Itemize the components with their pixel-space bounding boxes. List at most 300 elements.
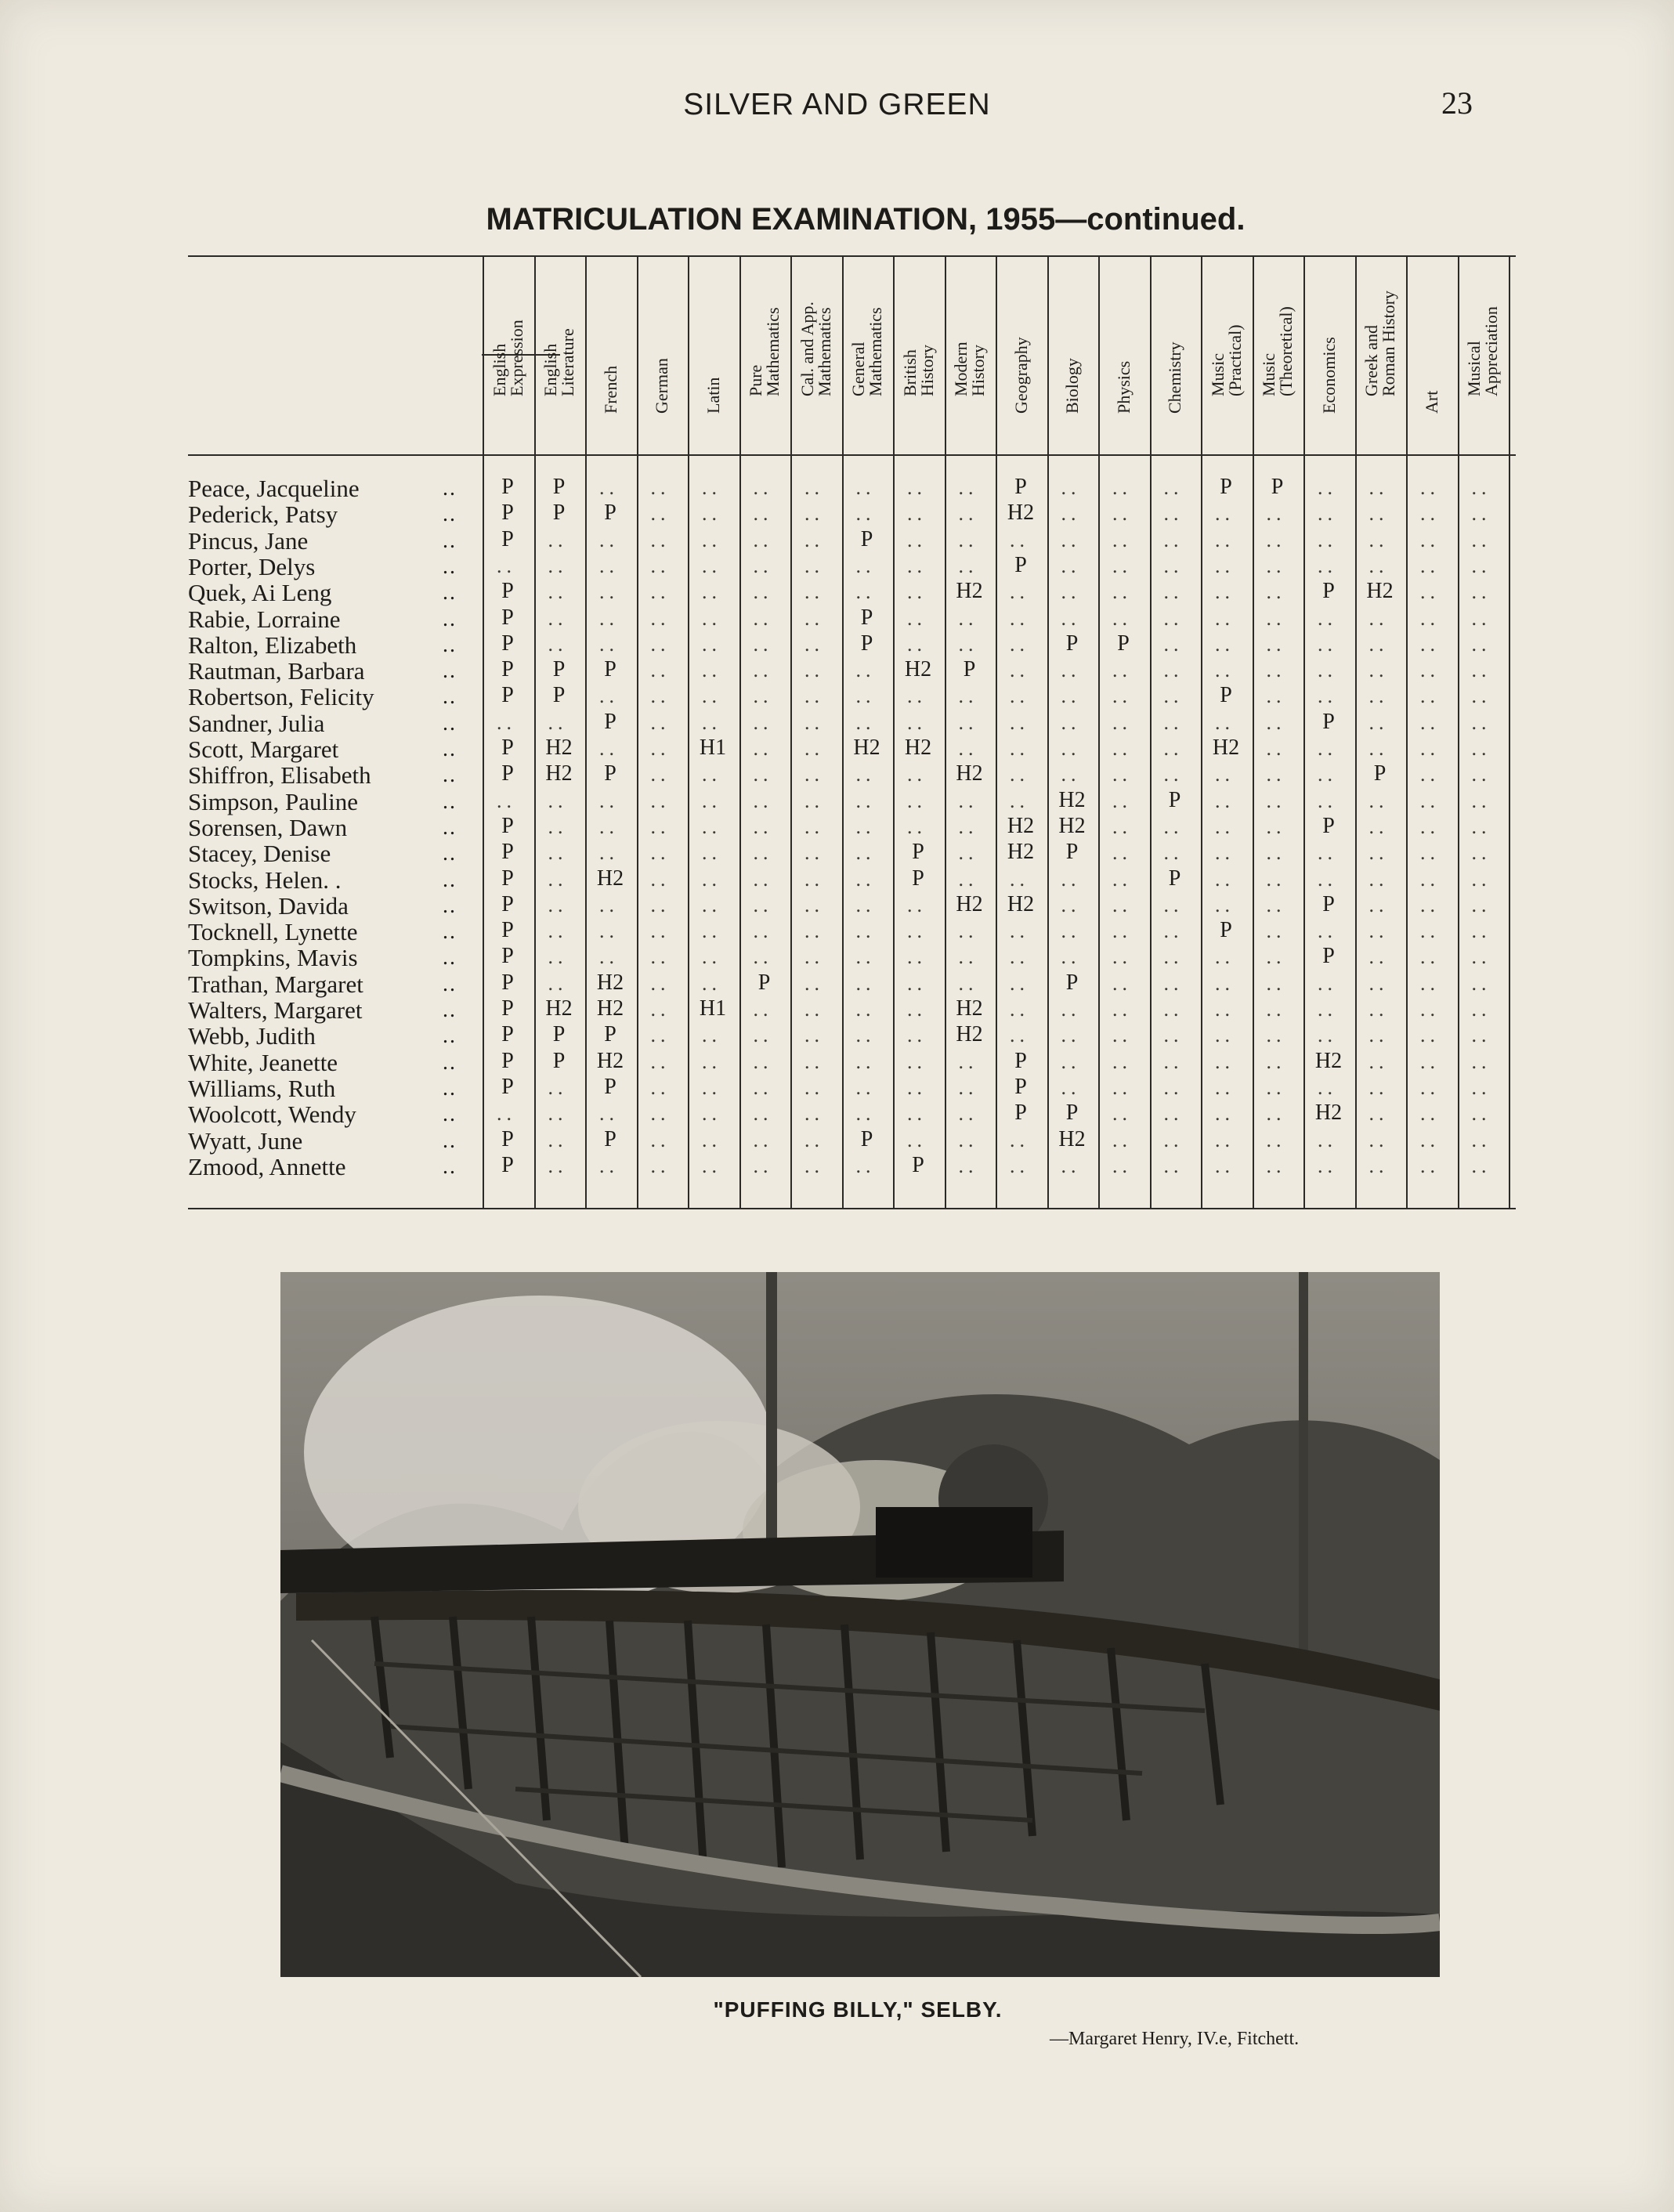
empty-cell: .. xyxy=(1318,841,1337,865)
empty-cell: .. xyxy=(650,580,671,604)
empty-cell: .. xyxy=(1215,1102,1235,1126)
empty-cell: .. xyxy=(753,867,773,891)
empty-cell: .. xyxy=(753,580,773,604)
column-header xyxy=(1201,255,1253,436)
empty-cell: .. xyxy=(702,632,721,656)
empty-cell: .. xyxy=(855,971,876,995)
empty-cell: .. xyxy=(804,554,824,577)
result-cell: H2 xyxy=(545,761,573,786)
empty-cell: .. xyxy=(907,763,927,786)
empty-cell: .. xyxy=(1420,1128,1440,1151)
result-cell: P xyxy=(501,1126,514,1151)
empty-cell: .. xyxy=(753,945,773,969)
empty-cell: .. xyxy=(804,1128,824,1151)
student-name: Sandner, Julia xyxy=(188,709,325,737)
result-cell: P xyxy=(1271,475,1284,499)
column-header xyxy=(790,255,842,436)
empty-cell: .. xyxy=(1061,476,1081,499)
empty-cell: .. xyxy=(1420,580,1440,604)
empty-cell: .. xyxy=(548,971,568,995)
result-cell: H2 xyxy=(1007,840,1035,865)
photo-caption: "PUFFING BILLY," SELBY. xyxy=(713,1997,1003,2022)
empty-cell: .. xyxy=(1471,1102,1491,1126)
empty-cell: .. xyxy=(650,1128,671,1151)
empty-cell: .. xyxy=(497,710,516,734)
empty-cell: .. xyxy=(753,554,773,577)
empty-cell: .. xyxy=(1266,1050,1286,1073)
empty-cell: .. xyxy=(1471,841,1491,865)
empty-cell: .. xyxy=(548,606,568,630)
empty-cell: .. xyxy=(1471,815,1491,838)
column-header-label: Music (Practical) xyxy=(1207,324,1245,396)
column-header-label: Chemistry xyxy=(1165,342,1185,414)
empty-cell: .. xyxy=(1061,1024,1081,1047)
empty-cell: .. xyxy=(650,606,671,630)
student-name: Pincus, Jane xyxy=(188,526,309,555)
empty-cell: .. xyxy=(1266,606,1286,630)
empty-cell: .. xyxy=(1420,659,1440,682)
student-name: Quek, Ai Leng xyxy=(188,579,332,607)
empty-cell: .. xyxy=(804,893,824,916)
empty-cell: .. xyxy=(1163,893,1184,916)
result-cell: P xyxy=(1065,631,1079,656)
empty-cell: .. xyxy=(855,1102,876,1126)
empty-cell: .. xyxy=(907,1050,927,1073)
empty-cell: .. xyxy=(804,580,824,604)
result-cell: P xyxy=(1014,1101,1027,1126)
empty-cell: .. xyxy=(855,815,876,838)
result-cell: H2 xyxy=(596,1048,624,1073)
empty-cell: .. xyxy=(1215,528,1235,551)
result-cell: H2 xyxy=(1314,1101,1343,1126)
empty-cell: .. xyxy=(1471,1154,1491,1177)
empty-cell: .. xyxy=(650,710,671,734)
empty-cell: .. xyxy=(958,841,978,865)
empty-cell: .. xyxy=(855,476,876,499)
empty-cell: .. xyxy=(1266,580,1286,604)
student-name: Robertson, Felicity xyxy=(188,683,374,711)
dot-leader: .. xyxy=(443,920,457,945)
empty-cell: .. xyxy=(958,789,978,812)
student-name: Zmood, Annette xyxy=(188,1152,346,1180)
empty-cell: .. xyxy=(702,554,721,577)
result-cell: P xyxy=(1168,787,1181,812)
result-cell: H2 xyxy=(853,736,880,760)
dot-leader: .. xyxy=(443,1102,457,1127)
empty-cell: .. xyxy=(1010,789,1029,812)
empty-cell: .. xyxy=(702,710,721,734)
dot-leader: .. xyxy=(443,841,457,866)
empty-cell: .. xyxy=(907,998,927,1021)
empty-cell: .. xyxy=(1368,867,1389,891)
empty-cell: .. xyxy=(804,971,824,995)
empty-cell: .. xyxy=(855,1050,876,1073)
empty-cell: .. xyxy=(1163,632,1184,656)
empty-cell: .. xyxy=(753,893,773,916)
empty-cell: .. xyxy=(804,815,824,838)
empty-cell: .. xyxy=(599,580,619,604)
empty-cell: .. xyxy=(1215,998,1235,1021)
result-cell: P xyxy=(1014,552,1027,577)
student-name: Rabie, Lorraine xyxy=(188,605,341,633)
empty-cell: .. xyxy=(1420,606,1440,630)
empty-cell: .. xyxy=(1266,554,1286,577)
empty-cell: .. xyxy=(1112,1024,1132,1047)
empty-cell: .. xyxy=(1061,737,1081,760)
empty-cell: .. xyxy=(702,1154,721,1177)
empty-cell: .. xyxy=(1266,1128,1286,1151)
result-cell: H2 xyxy=(1007,891,1035,916)
empty-cell: .. xyxy=(753,1024,773,1047)
empty-cell: .. xyxy=(804,710,824,734)
column-header xyxy=(893,255,945,436)
empty-cell: .. xyxy=(1368,1050,1389,1073)
column-header xyxy=(534,255,586,436)
empty-cell: .. xyxy=(548,1075,568,1099)
empty-cell: .. xyxy=(1471,659,1491,682)
empty-cell: .. xyxy=(1010,737,1029,760)
empty-cell: .. xyxy=(548,710,568,734)
result-cell: H2 xyxy=(1366,579,1394,604)
result-cell: P xyxy=(552,1022,566,1047)
column-header-label: British History xyxy=(899,345,937,396)
empty-cell: .. xyxy=(855,685,876,708)
empty-cell: .. xyxy=(1266,502,1286,526)
result-cell: P xyxy=(501,657,514,682)
result-cell: P xyxy=(1322,813,1335,838)
result-cell: P xyxy=(501,1074,514,1099)
empty-cell: .. xyxy=(1420,971,1440,995)
result-cell: P xyxy=(552,1048,566,1073)
empty-cell: .. xyxy=(702,815,721,838)
empty-cell: .. xyxy=(958,476,978,499)
empty-cell: .. xyxy=(907,685,927,708)
column-header-label: Music (Theoretical) xyxy=(1259,306,1296,396)
empty-cell: .. xyxy=(804,763,824,786)
empty-cell: .. xyxy=(907,580,927,604)
empty-cell: .. xyxy=(1163,1050,1184,1073)
result-cell: H2 xyxy=(956,1022,983,1047)
empty-cell: .. xyxy=(702,789,721,812)
empty-cell: .. xyxy=(1215,1154,1235,1177)
empty-cell: .. xyxy=(753,502,773,526)
empty-cell: .. xyxy=(1112,763,1132,786)
empty-cell: .. xyxy=(1061,659,1081,682)
empty-cell: .. xyxy=(1215,763,1235,786)
empty-cell: .. xyxy=(1215,893,1235,916)
empty-cell: .. xyxy=(1010,763,1029,786)
empty-cell: .. xyxy=(1163,737,1184,760)
empty-cell: .. xyxy=(753,1075,773,1099)
empty-cell: .. xyxy=(907,476,927,499)
empty-cell: .. xyxy=(1010,945,1029,969)
empty-cell: .. xyxy=(1420,502,1440,526)
empty-cell: .. xyxy=(650,867,671,891)
result-cell: H2 xyxy=(956,761,983,786)
empty-cell: .. xyxy=(1010,998,1029,1021)
result-cell: P xyxy=(501,605,514,630)
empty-cell: .. xyxy=(1215,502,1235,526)
empty-cell: .. xyxy=(1112,998,1132,1021)
empty-cell: .. xyxy=(907,789,927,812)
empty-cell: .. xyxy=(650,815,671,838)
dot-leader: .. xyxy=(443,998,457,1022)
empty-cell: .. xyxy=(907,920,927,943)
empty-cell: .. xyxy=(650,789,671,812)
empty-cell: .. xyxy=(1420,893,1440,916)
empty-cell: .. xyxy=(1471,920,1491,943)
result-cell: P xyxy=(912,866,924,891)
result-cell: H2 xyxy=(1058,813,1086,838)
empty-cell: .. xyxy=(753,737,773,760)
empty-cell: .. xyxy=(1112,710,1132,734)
result-cell: P xyxy=(552,683,566,708)
result-cell: P xyxy=(604,709,616,734)
column-header xyxy=(1253,255,1304,436)
result-cell: P xyxy=(501,475,514,499)
result-cell: P xyxy=(1168,866,1181,891)
empty-cell: .. xyxy=(1061,1050,1081,1073)
empty-cell: .. xyxy=(650,945,671,969)
empty-cell: .. xyxy=(650,998,671,1021)
column-header-label: Biology xyxy=(1062,358,1083,414)
result-cell: P xyxy=(501,631,514,656)
empty-cell: .. xyxy=(702,1075,721,1099)
result-cell: P xyxy=(1220,918,1232,943)
empty-cell: .. xyxy=(804,1154,824,1177)
empty-cell: .. xyxy=(804,1075,824,1099)
dot-leader: .. xyxy=(443,502,457,527)
empty-cell: .. xyxy=(1368,920,1389,943)
empty-cell: .. xyxy=(1420,632,1440,656)
empty-cell: .. xyxy=(958,867,978,891)
dot-leader: .. xyxy=(443,685,457,710)
result-cell: P xyxy=(604,657,616,682)
empty-cell: .. xyxy=(1368,606,1389,630)
column-header xyxy=(1047,255,1099,436)
column-header xyxy=(1150,255,1202,436)
empty-cell: .. xyxy=(1010,632,1029,656)
result-cell: P xyxy=(552,501,566,526)
column-header-label: General Mathematics xyxy=(848,307,886,396)
result-cell: H2 xyxy=(904,736,932,760)
empty-cell: .. xyxy=(1318,920,1337,943)
empty-cell: .. xyxy=(1318,998,1337,1021)
student-name: White, Jeanette xyxy=(188,1048,338,1076)
empty-cell: .. xyxy=(1215,710,1235,734)
student-name: Scott, Margaret xyxy=(188,736,339,763)
result-cell: P xyxy=(1322,891,1335,916)
empty-cell: .. xyxy=(907,554,927,577)
empty-cell: .. xyxy=(1368,1024,1389,1047)
empty-cell: .. xyxy=(548,528,568,551)
result-cell: P xyxy=(604,501,616,526)
result-cell: P xyxy=(1014,1074,1027,1099)
column-header xyxy=(1406,255,1458,436)
result-cell: P xyxy=(501,1022,514,1047)
student-name: Ralton, Elizabeth xyxy=(188,631,357,659)
result-cell: P xyxy=(1322,709,1335,734)
empty-cell: .. xyxy=(548,1154,568,1177)
empty-cell: .. xyxy=(599,945,619,969)
empty-cell: .. xyxy=(1266,1075,1286,1099)
empty-cell: .. xyxy=(599,841,619,865)
empty-cell: .. xyxy=(907,1128,927,1151)
empty-cell: .. xyxy=(1368,710,1389,734)
empty-cell: .. xyxy=(1112,476,1132,499)
empty-cell: .. xyxy=(702,1128,721,1151)
dot-leader: .. xyxy=(443,632,457,657)
empty-cell: .. xyxy=(855,580,876,604)
empty-cell: .. xyxy=(1215,554,1235,577)
empty-cell: .. xyxy=(907,971,927,995)
empty-cell: .. xyxy=(548,841,568,865)
empty-cell: .. xyxy=(497,789,516,812)
column-header xyxy=(945,255,996,436)
empty-cell: .. xyxy=(1061,580,1081,604)
empty-cell: .. xyxy=(958,685,978,708)
result-cell: H2 xyxy=(545,736,573,760)
empty-cell: .. xyxy=(1112,841,1132,865)
empty-cell: .. xyxy=(1318,476,1337,499)
empty-cell: .. xyxy=(1266,737,1286,760)
empty-cell: .. xyxy=(1420,1102,1440,1126)
empty-cell: .. xyxy=(907,528,927,551)
empty-cell: .. xyxy=(1368,632,1389,656)
empty-cell: .. xyxy=(1215,632,1235,656)
column-header xyxy=(1458,255,1509,436)
result-cell: P xyxy=(757,970,771,995)
empty-cell: .. xyxy=(1420,1050,1440,1073)
empty-cell: .. xyxy=(702,1050,721,1073)
result-cell: P xyxy=(860,1126,873,1151)
empty-cell: .. xyxy=(548,632,568,656)
empty-cell: .. xyxy=(804,685,824,708)
result-cell: P xyxy=(501,501,514,526)
empty-cell: .. xyxy=(1368,1102,1389,1126)
empty-cell: .. xyxy=(1420,554,1440,577)
empty-cell: .. xyxy=(548,580,568,604)
results-table xyxy=(188,255,1516,1208)
empty-cell: .. xyxy=(548,815,568,838)
empty-cell: .. xyxy=(958,971,978,995)
empty-cell: .. xyxy=(1471,528,1491,551)
empty-cell: .. xyxy=(1420,710,1440,734)
empty-cell: .. xyxy=(907,632,927,656)
result-cell: P xyxy=(963,657,976,682)
empty-cell: .. xyxy=(1368,685,1389,708)
empty-cell: .. xyxy=(1368,841,1389,865)
empty-cell: .. xyxy=(1318,1075,1337,1099)
empty-cell: .. xyxy=(1471,1024,1491,1047)
empty-cell: .. xyxy=(1318,554,1337,577)
empty-cell: .. xyxy=(548,893,568,916)
empty-cell: .. xyxy=(1112,867,1132,891)
empty-cell: .. xyxy=(1215,789,1235,812)
empty-cell: .. xyxy=(753,1154,773,1177)
empty-cell: .. xyxy=(1215,1075,1235,1099)
empty-cell: .. xyxy=(1112,920,1132,943)
empty-cell: .. xyxy=(599,554,619,577)
empty-cell: .. xyxy=(958,554,978,577)
empty-cell: .. xyxy=(548,1128,568,1151)
empty-cell: .. xyxy=(1471,1075,1491,1099)
empty-cell: .. xyxy=(1318,502,1337,526)
empty-cell: .. xyxy=(1112,554,1132,577)
empty-cell: .. xyxy=(1420,815,1440,838)
dot-leader: .. xyxy=(443,1154,457,1179)
empty-cell: .. xyxy=(1061,1075,1081,1099)
empty-cell: .. xyxy=(855,867,876,891)
empty-cell: .. xyxy=(1112,945,1132,969)
empty-cell: .. xyxy=(1368,502,1389,526)
empty-cell: .. xyxy=(599,815,619,838)
empty-cell: .. xyxy=(855,841,876,865)
dot-leader: .. xyxy=(443,815,457,840)
empty-cell: .. xyxy=(753,659,773,682)
empty-cell: .. xyxy=(1266,998,1286,1021)
empty-cell: .. xyxy=(1471,632,1491,656)
result-cell: P xyxy=(552,657,566,682)
empty-cell: .. xyxy=(1266,659,1286,682)
empty-cell: .. xyxy=(497,1102,516,1126)
empty-cell: .. xyxy=(1163,502,1184,526)
empty-cell: .. xyxy=(907,945,927,969)
empty-cell: .. xyxy=(1368,528,1389,551)
result-cell: H2 xyxy=(1007,501,1035,526)
header-bottom-rule xyxy=(188,454,1516,456)
column-header xyxy=(637,255,689,436)
result-cell: P xyxy=(501,1152,514,1177)
student-name: Webb, Judith xyxy=(188,1022,316,1050)
dot-leader: .. xyxy=(443,528,457,553)
student-name: Peace, Jacqueline xyxy=(188,475,360,502)
result-cell: H2 xyxy=(1314,1048,1343,1073)
empty-cell: .. xyxy=(1420,945,1440,969)
empty-cell: .. xyxy=(1471,945,1491,969)
empty-cell: .. xyxy=(1112,1154,1132,1177)
empty-cell: .. xyxy=(1163,580,1184,604)
result-cell: P xyxy=(860,605,873,630)
empty-cell: .. xyxy=(650,1102,671,1126)
student-name: Trathan, Margaret xyxy=(188,970,363,998)
student-name: Porter, Delys xyxy=(188,552,316,580)
empty-cell: .. xyxy=(958,632,978,656)
empty-cell: .. xyxy=(753,528,773,551)
empty-cell: .. xyxy=(1163,971,1184,995)
column-rule xyxy=(1509,255,1510,1208)
empty-cell: .. xyxy=(753,815,773,838)
column-header xyxy=(842,255,894,436)
result-cell: H1 xyxy=(699,996,727,1021)
empty-cell: .. xyxy=(1266,815,1286,838)
empty-cell: .. xyxy=(1010,920,1029,943)
empty-cell: .. xyxy=(958,815,978,838)
empty-cell: .. xyxy=(702,476,721,499)
empty-cell: .. xyxy=(958,1102,978,1126)
result-cell: P xyxy=(912,840,924,865)
empty-cell: .. xyxy=(1266,1024,1286,1047)
empty-cell: .. xyxy=(1112,737,1132,760)
empty-cell: .. xyxy=(1471,1128,1491,1151)
result-cell: P xyxy=(501,1048,514,1073)
dot-leader: .. xyxy=(443,606,457,631)
empty-cell: .. xyxy=(1471,789,1491,812)
empty-cell: .. xyxy=(753,685,773,708)
result-cell: P xyxy=(1373,761,1387,786)
column-header-label: Greek and Roman History xyxy=(1361,290,1399,396)
result-cell: P xyxy=(501,970,514,995)
